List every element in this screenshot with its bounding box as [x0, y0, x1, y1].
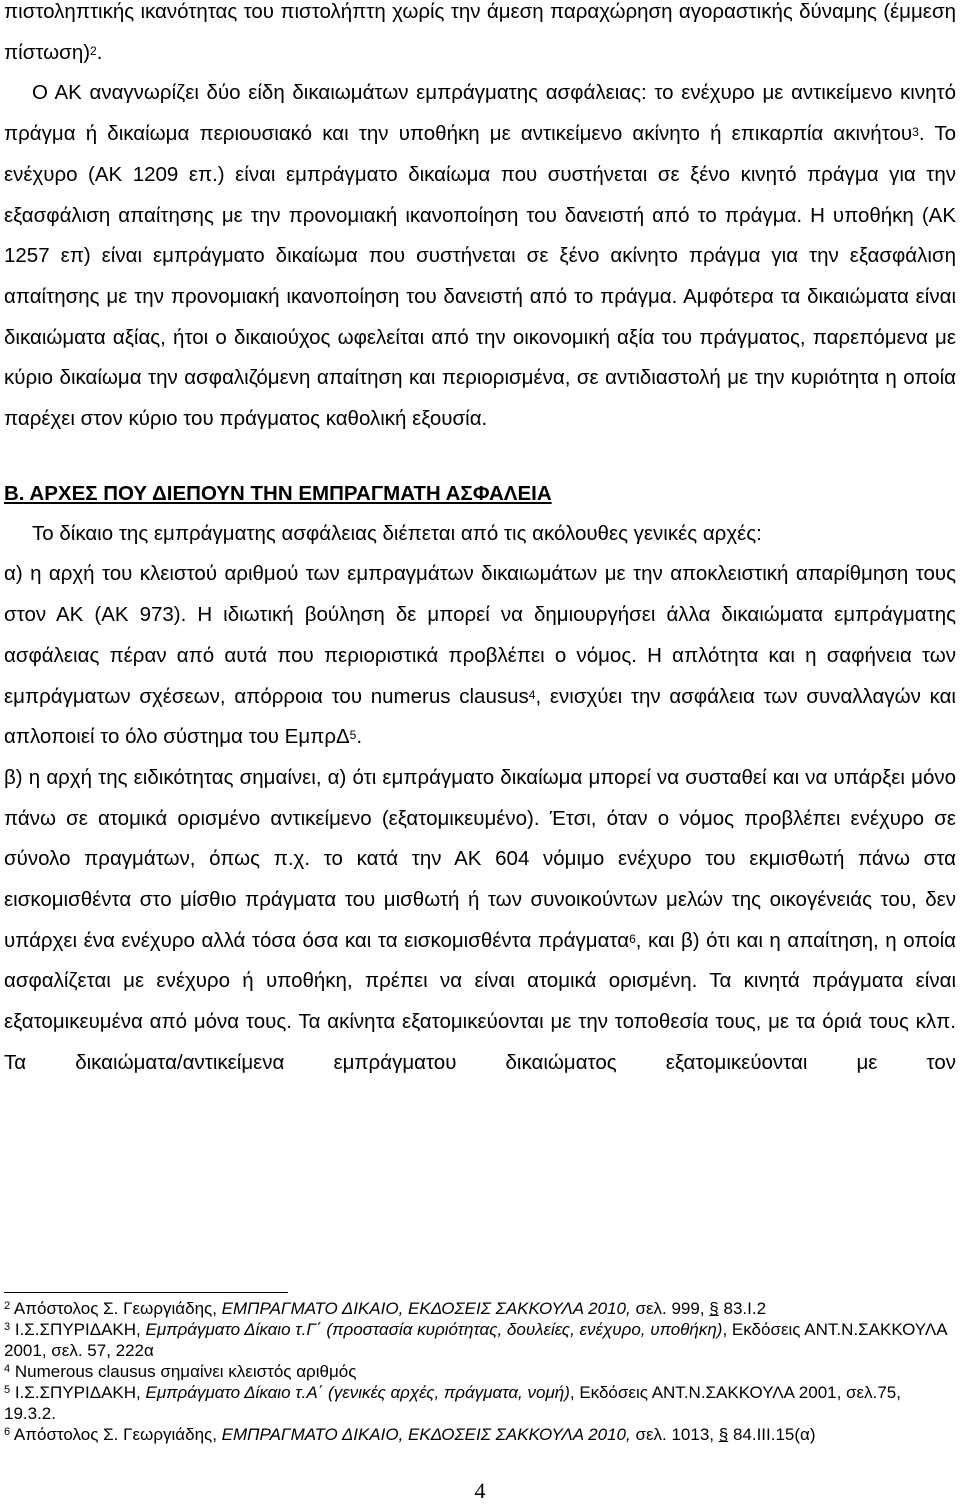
section-heading: Β. ΑΡΧΕΣ ΠΟΥ ΔΙΕΠΟΥΝ ΤΗΝ ΕΜΠΡΑΓΜΑΤΗ ΑΣΦΑΛΕΙΑ [4, 481, 552, 505]
footnote-text: , Εκδόσεις ΑΝΤ.Ν.ΣΑΚΚΟΥΛΑ 2001, σελ.75, 19.3.2. [4, 1383, 901, 1423]
footnote-ref[interactable]: 2 [90, 43, 97, 58]
footnote-number: 4 [4, 1363, 11, 1375]
section-sign: § [718, 1425, 729, 1444]
footnote-number: 6 [4, 1426, 11, 1438]
footnote-text: σελ. 1013, [630, 1425, 719, 1444]
footnote-text: Ι.Σ.ΣΠΥΡΙΔΑΚΗ, [14, 1320, 146, 1339]
footnote-ref[interactable]: 3 [912, 125, 919, 140]
text-fragment: . [356, 725, 363, 749]
text-fragment: . [96, 40, 103, 64]
footnote-ref[interactable]: 6 [629, 931, 636, 946]
text-line: πιστοληπτικής ικανότητας του πιστολήπτη χωρίς την άμεση παραχώρηση αγοραστικής [4, 0, 793, 23]
paragraph-continuation [4, 0, 956, 73]
footnote-number: 5 [4, 1384, 11, 1396]
footnote-text: σελ. 999, [630, 1299, 710, 1318]
footnote-text: Numerous clausus σημαίνει κλειστός αριθμός [14, 1362, 357, 1381]
footnote-title: Εμπράγματο Δίκαιο τ.Α΄ (γενικές αρχές, πράγματα, νομή) [145, 1383, 570, 1402]
footnote-text: 83.Ι.2 [718, 1299, 767, 1318]
footnote-number: 2 [4, 1300, 11, 1312]
footnote-text: Ι.Σ.ΣΠΥΡΙΔΑΚΗ, [14, 1383, 146, 1402]
footnotes [4, 1298, 956, 1445]
footnote-separator [4, 1292, 288, 1293]
section-sign: § [709, 1299, 719, 1318]
spacer [4, 440, 956, 474]
text-fragment: Ο ΑΚ αναγνωρίζει δύο είδη δικαιωμάτων εμπράγματης ασφάλειας: το ενέχυρο με αντικείμενο κινητό πράγμα ή δικαίωμα περιουσιακό και την υποθήκη με αντικείμενο ακίνητο ή επικαρπία ακινήτου [4, 81, 956, 146]
footnote-title: ΕΜΠΡΑΓΜΑΤΟ ΔΙΚΑΙΟ, ΕΚΔΟΣΕΙΣ ΣΑΚΚΟΥΛΑ 2010, [221, 1425, 631, 1444]
footnote [4, 1298, 956, 1319]
footnote-title: ΕΜΠΡΑΓΜΑΤΟ ΔΙΚΑΙΟ, ΕΚΔΟΣΕΙΣ ΣΑΚΚΟΥΛΑ 2010, [221, 1299, 631, 1318]
footnote [4, 1319, 956, 1361]
footnote [4, 1424, 956, 1445]
text-line: δύναμης (έμμεση πίστωση) [4, 0, 956, 64]
footnote-text: , Εκδόσεις ΑΝΤ.Ν.ΣΑΚΚΟΥΛΑ 2001, σελ. 57, 222α [4, 1320, 947, 1360]
footnote-ref[interactable]: 5 [349, 728, 357, 743]
text-fragment: . Το ενέχυρο (ΑΚ 1209 επ.) είναι εμπράγματο δικαίωμα που συστήνεται σε ξένο κινητό πράγμα για την εξασφάλιση απαίτησης με την προνομιακή ικανοποίηση του δανειστή από το πράγμα. Η υποθήκη (ΑΚ 1257 επ) είναι εμπράγματο δικαίωμα που συστήνεται σε ξένο ακίνητο πράγμα για την εξασφάλιση απαίτησης με την προνομιακή ικανοποίηση του δανειστή από το πράγμα. Αμφότερα τα δικαιώματα είναι δικαιώματα αξίας, ήτοι ο δικαιούχος ωφελείται από την οικονομική αξία του πράγματος, παρεπόμενα με κύριο δικαίωμα την ασφαλιζόμενη απαίτηση και περιορισμένα, σε αντιδιαστολή με την κυριότητα η οποία παρέχει στον κύριο του πράγματος καθολική εξουσία. [4, 122, 956, 431]
document-page [4, 0, 956, 1509]
footnote-text: 84.ΙΙΙ.15(α) [728, 1425, 816, 1444]
text-fragment: , ενισχύει την ασφάλεια των συναλλαγών και απλοποιεί το όλο σύστημα του ΕμπρΔ [4, 684, 956, 749]
paragraph-security-rights [4, 73, 956, 439]
footnote-text: Απόστολος Σ. Γεωργιάδης, [13, 1299, 222, 1318]
intro-sentence: Το δίκαιο της εμπράγματης ασφάλειας διέπεται από τις ακόλουθες γενικές αρχές: [32, 521, 762, 545]
text-fragment: β) η αρχή της ειδικότητας σημαίνει, α) ότι εμπράγματο δικαίωμα μπορεί να συσταθεί και να υπάρξει μόνο πάνω σε ατομικά ορισμένο αντικείμενο (εξατομικευμένο). Έτσι, όταν ο νόμος προβλέπει ενέχυρο σε σύνολο πραγμάτων, όπως π.χ. το κατά την ΑΚ 604 νόμιμο ενέχυρο του εκμισθωτή πάνω στα εισκομισθέντα στο μίσθιο πράγματα του μισθωτή ή των συνοικούντων μελών της οικογένειάς του, δεν υπάρχει ένα ενέχυρο αλλά τόσα όσα και τα εισκομισθέντα πράγματα [4, 765, 956, 952]
footnote [4, 1382, 956, 1424]
footnote-title: Εμπράγματο Δίκαιο τ.Γ΄ (προστασία κυριότητας, δουλείες, ενέχυρο, υποθήκη) [145, 1320, 723, 1339]
text-fragment: , και β) ότι και η απαίτηση, η οποία ασφαλίζεται με ενέχυρο ή υποθήκη, πρέπει να είναι ατομικά ορισμένη. Τα κινητά πράγματα είναι εξατομικευμένα από μόνα τους. Τα ακίνητα εξατομικεύονται με την τοποθεσία τους, με τα όριά τους κλπ. Τα δικαιώματα/αντικείμενα εμπράγματου δικαιώματος εξατομικεύονται με τον [4, 928, 956, 1074]
paragraph-principle-b [4, 758, 956, 1084]
footnote-text: Απόστολος Σ. Γεωργιάδης, [13, 1425, 222, 1444]
paragraph-principle-a [4, 554, 956, 758]
footnote [4, 1361, 956, 1382]
page-number: 4 [474, 1478, 486, 1503]
footnote-ref[interactable]: 4 [528, 687, 536, 702]
footnote-number: 3 [4, 1321, 11, 1333]
text-fragment: α) η αρχή του κλειστού αριθμού των εμπραγμάτων δικαιωμάτων με την αποκλειστική απαρίθμηση τους στον ΑΚ (ΑΚ 973). Η ιδιωτική βούληση δε μπορεί να δημιουργήσει άλλα δικαιώματα εμπράγματης ασφάλειας πέραν από αυτά που περιοριστικά προβλέπει ο νόμος. Η απλότητα και η σαφήνεια των εμπράγματων σχέσεων, απόρροια του numerus clausus [4, 562, 956, 708]
